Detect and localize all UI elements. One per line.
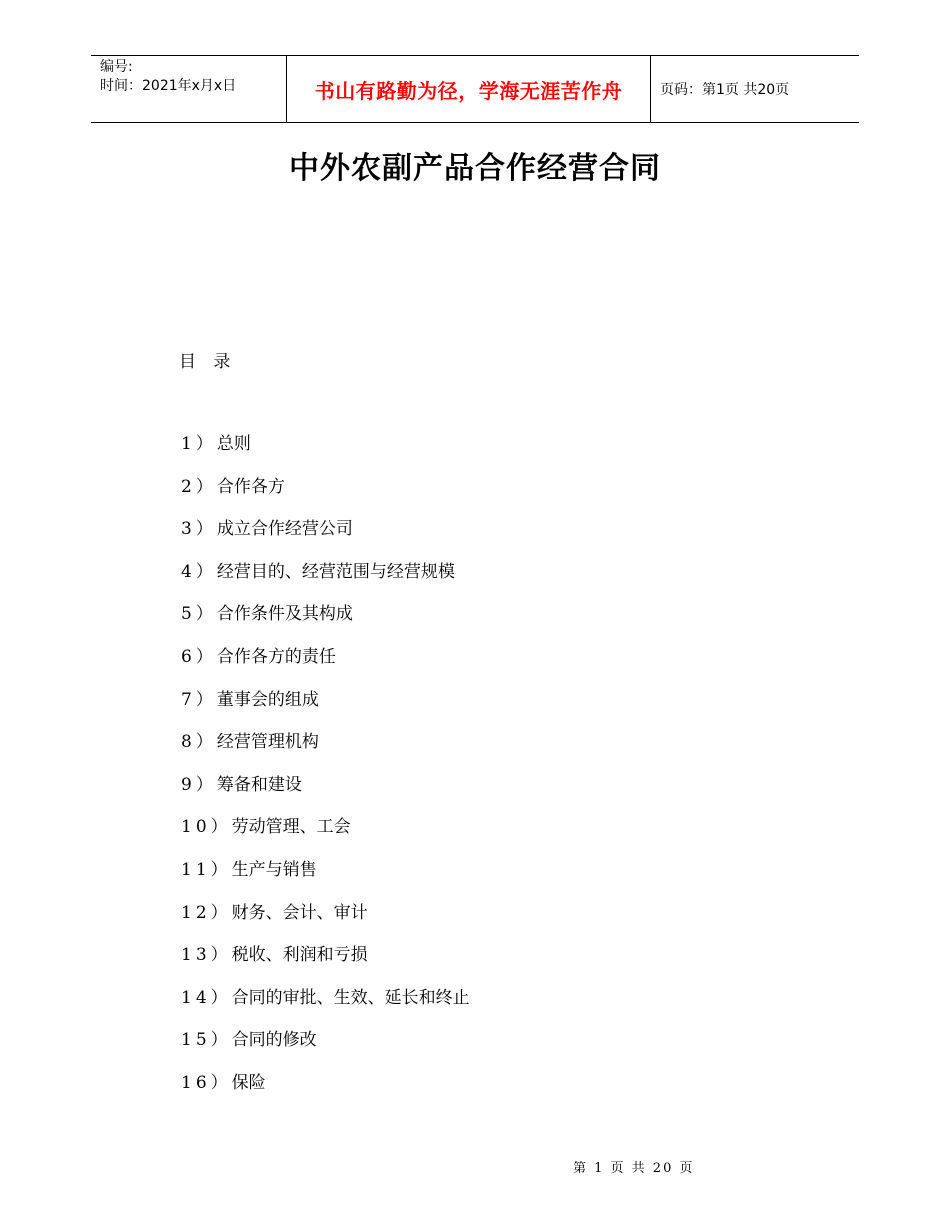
toc-item-text: 总则	[216, 434, 251, 454]
toc-item	[181, 773, 470, 816]
toc-item-text: 合同的修改	[231, 1030, 317, 1051]
toc-item-number: 3）	[181, 519, 217, 540]
header-page-info: 页码：第1页 共20页	[660, 82, 790, 98]
toc-item-number: 7）	[181, 689, 217, 710]
toc-item	[181, 730, 470, 773]
toc-item-text: 合作条件及其构成	[216, 604, 353, 625]
toc-item-number: 12）	[181, 902, 232, 923]
toc-item	[181, 858, 470, 901]
toc-item-number: 2）	[181, 476, 217, 497]
toc-item-text: 筹备和建设	[216, 774, 302, 795]
toc-item-text: 生产与销售	[231, 859, 317, 880]
toc-item-number: 5）	[181, 604, 217, 625]
toc-item-number: 11）	[181, 859, 232, 880]
toc-item	[181, 475, 470, 518]
toc-item-text: 经营管理机构	[216, 732, 319, 753]
document-title: 中外农副产品合作经营合同	[289, 151, 661, 186]
toc-item-number: 6）	[181, 646, 217, 667]
toc-item	[181, 1028, 470, 1071]
toc-item-number: 13）	[181, 945, 232, 966]
toc-item-number: 4）	[181, 561, 217, 582]
toc-item	[181, 517, 470, 560]
page-header	[91, 55, 859, 123]
toc-item	[181, 815, 470, 858]
header-slogan: 书山有路勤为径，学海无涯苦作舟	[286, 56, 651, 122]
toc-item-text: 劳动管理、工会	[231, 817, 351, 838]
toc-item-text: 合作各方	[216, 476, 285, 497]
toc-item-text: 经营目的、经营范围与经营规模	[216, 561, 455, 582]
toc-item-text: 合作各方的责任	[216, 646, 336, 667]
toc-item-number: 15）	[181, 1030, 232, 1051]
toc-item	[181, 1071, 470, 1114]
toc-item-text: 合同的审批、生效、延长和终止	[231, 987, 470, 1008]
toc-item-text: 董事会的组成	[216, 689, 319, 710]
toc-item-text: 成立合作经营公司	[216, 519, 353, 540]
toc-item-text: 财务、会计、审计	[231, 902, 368, 923]
toc-item	[181, 688, 470, 731]
toc-item-text: 保险	[231, 1072, 266, 1093]
header-meta	[91, 56, 286, 122]
document-number-label: 编号:	[100, 59, 133, 75]
toc-heading: 目 录	[179, 352, 237, 372]
table-of-contents	[181, 432, 470, 1114]
toc-item-number: 14）	[181, 987, 232, 1008]
toc-item-text: 税收、利润和亏损	[231, 945, 368, 966]
toc-item	[181, 645, 470, 688]
toc-item	[181, 432, 470, 475]
toc-item-number: 10）	[181, 817, 232, 838]
page-footer: 第 1 页 共 20 页	[573, 1161, 695, 1176]
toc-item	[181, 560, 470, 603]
toc-item	[181, 986, 470, 1029]
toc-item-number: 16）	[181, 1072, 232, 1093]
toc-item	[181, 943, 470, 986]
document-time-label: 时间：2021年x月x日	[100, 78, 237, 94]
toc-item-number: 9）	[181, 774, 217, 795]
toc-item	[181, 901, 470, 944]
toc-item	[181, 602, 470, 645]
toc-item-number: 8）	[181, 732, 217, 753]
toc-item-number: 1）	[181, 434, 217, 454]
